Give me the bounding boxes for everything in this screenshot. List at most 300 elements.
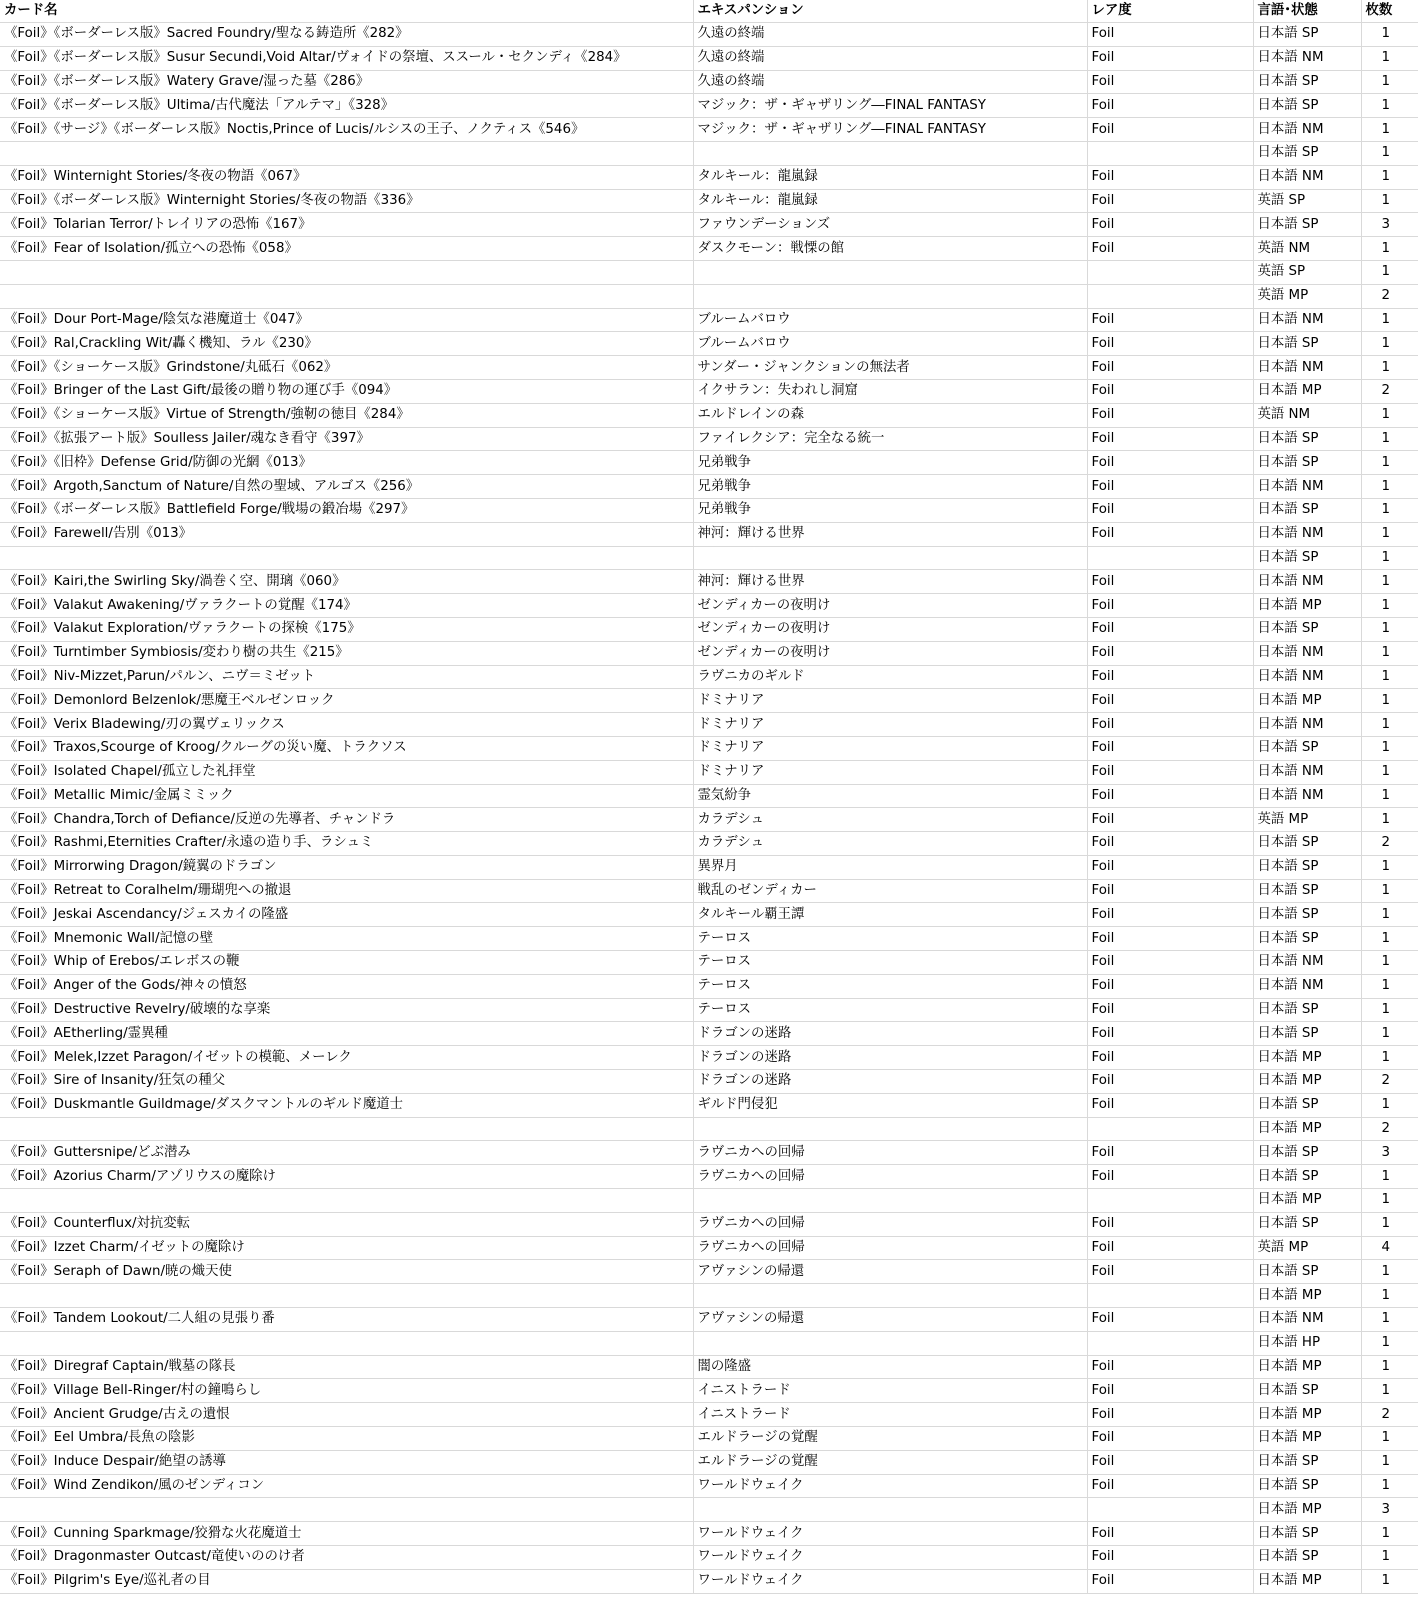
cell-expansion[interactable]: ワールドウェイク <box>693 1569 1087 1593</box>
cell-rarity[interactable]: Foil <box>1087 23 1253 47</box>
cell-expansion[interactable]: 兄弟戦争 <box>693 451 1087 475</box>
cell-quantity[interactable]: 1 <box>1361 1284 1418 1308</box>
cell-card-name[interactable]: 《Foil》Guttersnipe/どぶ潜み <box>0 1141 693 1165</box>
cell-quantity[interactable]: 3 <box>1361 1141 1418 1165</box>
cell-expansion[interactable]: ゼンディカーの夜明け <box>693 594 1087 618</box>
cell-language-condition[interactable]: 日本語 SP <box>1253 617 1361 641</box>
cell-language-condition[interactable]: 日本語 NM <box>1253 760 1361 784</box>
cell-expansion[interactable]: タルキール：龍嵐録 <box>693 189 1087 213</box>
cell-rarity[interactable]: Foil <box>1087 1260 1253 1284</box>
cell-language-condition[interactable]: 日本語 SP <box>1253 1165 1361 1189</box>
cell-quantity[interactable]: 1 <box>1361 23 1418 47</box>
cell-quantity[interactable]: 1 <box>1361 570 1418 594</box>
cell-card-name[interactable]: 《Foil》Turntimber Symbiosis/変わり樹の共生《215》 <box>0 641 693 665</box>
cell-rarity[interactable] <box>1087 546 1253 570</box>
cell-language-condition[interactable]: 日本語 SP <box>1253 23 1361 47</box>
cell-quantity[interactable]: 1 <box>1361 1450 1418 1474</box>
cell-quantity[interactable]: 1 <box>1361 165 1418 189</box>
cell-rarity[interactable] <box>1087 284 1253 308</box>
cell-card-name[interactable]: 《Foil》Chandra,Torch of Defiance/反逆の先導者、チャンドラ <box>0 808 693 832</box>
cell-card-name[interactable]: 《Foil》Retreat to Coralhelm/珊瑚兜への撤退 <box>0 879 693 903</box>
cell-expansion[interactable]: ラヴニカへの回帰 <box>693 1141 1087 1165</box>
cell-expansion[interactable] <box>693 1331 1087 1355</box>
cell-quantity[interactable]: 1 <box>1361 498 1418 522</box>
header-quantity[interactable]: 枚数 <box>1361 0 1418 23</box>
cell-card-name[interactable]: 《Foil》Isolated Chapel/孤立した礼拝堂 <box>0 760 693 784</box>
cell-rarity[interactable] <box>1087 1331 1253 1355</box>
cell-language-condition[interactable]: 日本語 SP <box>1253 855 1361 879</box>
cell-card-name[interactable]: 《Foil》Anger of the Gods/神々の憤怒 <box>0 974 693 998</box>
header-card-name[interactable]: カード名 <box>0 0 693 23</box>
cell-quantity[interactable]: 1 <box>1361 641 1418 665</box>
cell-quantity[interactable]: 3 <box>1361 213 1418 237</box>
cell-expansion[interactable]: ドミナリア <box>693 713 1087 737</box>
cell-quantity[interactable]: 1 <box>1361 951 1418 975</box>
cell-expansion[interactable]: ラヴニカへの回帰 <box>693 1236 1087 1260</box>
cell-quantity[interactable]: 1 <box>1361 427 1418 451</box>
cell-language-condition[interactable]: 日本語 MP <box>1253 1284 1361 1308</box>
cell-quantity[interactable]: 2 <box>1361 1403 1418 1427</box>
cell-rarity[interactable]: Foil <box>1087 213 1253 237</box>
cell-card-name[interactable]: 《Foil》Whip of Erebos/エレボスの鞭 <box>0 951 693 975</box>
cell-quantity[interactable]: 1 <box>1361 356 1418 380</box>
cell-card-name[interactable]: 《Foil》Jeskai Ascendancy/ジェスカイの隆盛 <box>0 903 693 927</box>
cell-expansion[interactable]: タルキール：龍嵐録 <box>693 165 1087 189</box>
cell-card-name[interactable] <box>0 1498 693 1522</box>
cell-card-name[interactable]: 《Foil》Ral,Crackling Wit/轟く機知、ラル《230》 <box>0 332 693 356</box>
cell-card-name[interactable]: 《Foil》Valakut Awakening/ヴァラクートの覚醒《174》 <box>0 594 693 618</box>
cell-expansion[interactable]: 神河：輝ける世界 <box>693 522 1087 546</box>
cell-card-name[interactable]: 《Foil》Seraph of Dawn/暁の熾天使 <box>0 1260 693 1284</box>
cell-language-condition[interactable]: 日本語 SP <box>1253 546 1361 570</box>
cell-language-condition[interactable]: 日本語 NM <box>1253 1308 1361 1332</box>
cell-expansion[interactable]: ドラゴンの迷路 <box>693 1046 1087 1070</box>
cell-language-condition[interactable]: 日本語 SP <box>1253 451 1361 475</box>
cell-quantity[interactable]: 1 <box>1361 189 1418 213</box>
cell-card-name[interactable]: 《Foil》Bringer of the Last Gift/最後の贈り物の運び手《094》 <box>0 379 693 403</box>
cell-language-condition[interactable]: 日本語 SP <box>1253 1093 1361 1117</box>
cell-quantity[interactable]: 2 <box>1361 284 1418 308</box>
cell-language-condition[interactable]: 日本語 SP <box>1253 70 1361 94</box>
cell-rarity[interactable]: Foil <box>1087 1450 1253 1474</box>
cell-rarity[interactable]: Foil <box>1087 689 1253 713</box>
cell-quantity[interactable]: 1 <box>1361 998 1418 1022</box>
cell-quantity[interactable]: 1 <box>1361 927 1418 951</box>
cell-quantity[interactable]: 1 <box>1361 237 1418 261</box>
cell-card-name[interactable] <box>0 1117 693 1141</box>
cell-expansion[interactable]: テーロス <box>693 974 1087 998</box>
cell-card-name[interactable]: 《Foil》Counterflux/対抗変転 <box>0 1212 693 1236</box>
cell-rarity[interactable]: Foil <box>1087 879 1253 903</box>
cell-quantity[interactable]: 1 <box>1361 141 1418 165</box>
cell-rarity[interactable]: Foil <box>1087 1308 1253 1332</box>
cell-expansion[interactable]: ゼンディカーの夜明け <box>693 641 1087 665</box>
cell-language-condition[interactable]: 日本語 SP <box>1253 1022 1361 1046</box>
cell-rarity[interactable]: Foil <box>1087 356 1253 380</box>
cell-rarity[interactable]: Foil <box>1087 332 1253 356</box>
cell-card-name[interactable] <box>0 260 693 284</box>
cell-rarity[interactable]: Foil <box>1087 736 1253 760</box>
cell-rarity[interactable]: Foil <box>1087 617 1253 641</box>
cell-expansion[interactable]: ブルームバロウ <box>693 308 1087 332</box>
cell-card-name[interactable]: 《Foil》Niv-Mizzet,Parun/パルン、ニヴ＝ミゼット <box>0 665 693 689</box>
cell-quantity[interactable]: 1 <box>1361 70 1418 94</box>
cell-language-condition[interactable]: 日本語 SP <box>1253 141 1361 165</box>
cell-rarity[interactable]: Foil <box>1087 903 1253 927</box>
cell-quantity[interactable]: 1 <box>1361 1046 1418 1070</box>
cell-rarity[interactable]: Foil <box>1087 403 1253 427</box>
cell-language-condition[interactable]: 日本語 MP <box>1253 379 1361 403</box>
cell-quantity[interactable]: 1 <box>1361 522 1418 546</box>
cell-card-name[interactable]: 《Foil》Fear of Isolation/孤立への恐怖《058》 <box>0 237 693 261</box>
cell-card-name[interactable]: 《Foil》Diregraf Captain/戦墓の隊長 <box>0 1355 693 1379</box>
cell-expansion[interactable]: ドミナリア <box>693 736 1087 760</box>
cell-expansion[interactable]: サンダー・ジャンクションの無法者 <box>693 356 1087 380</box>
cell-expansion[interactable]: 兄弟戦争 <box>693 498 1087 522</box>
cell-expansion[interactable]: ラヴニカへの回帰 <box>693 1165 1087 1189</box>
cell-quantity[interactable]: 1 <box>1361 1165 1418 1189</box>
cell-expansion[interactable]: 霊気紛争 <box>693 784 1087 808</box>
cell-quantity[interactable]: 1 <box>1361 1093 1418 1117</box>
cell-quantity[interactable]: 2 <box>1361 832 1418 856</box>
cell-language-condition[interactable]: 日本語 SP <box>1253 998 1361 1022</box>
cell-rarity[interactable]: Foil <box>1087 1403 1253 1427</box>
cell-expansion[interactable]: 久遠の終端 <box>693 23 1087 47</box>
cell-language-condition[interactable]: 日本語 SP <box>1253 94 1361 118</box>
cell-language-condition[interactable]: 日本語 SP <box>1253 1522 1361 1546</box>
cell-expansion[interactable]: 戦乱のゼンディカー <box>693 879 1087 903</box>
cell-card-name[interactable] <box>0 546 693 570</box>
cell-rarity[interactable]: Foil <box>1087 308 1253 332</box>
cell-card-name[interactable]: 《Foil》Sire of Insanity/狂気の種父 <box>0 1070 693 1094</box>
cell-quantity[interactable]: 1 <box>1361 308 1418 332</box>
cell-rarity[interactable]: Foil <box>1087 1546 1253 1570</box>
cell-card-name[interactable]: 《Foil》AEtherling/霊異種 <box>0 1022 693 1046</box>
cell-language-condition[interactable]: 日本語 NM <box>1253 570 1361 594</box>
cell-rarity[interactable]: Foil <box>1087 237 1253 261</box>
cell-card-name[interactable]: 《Foil》《ボーダーレス版》Watery Grave/湿った墓《286》 <box>0 70 693 94</box>
cell-language-condition[interactable]: 日本語 SP <box>1253 427 1361 451</box>
cell-language-condition[interactable]: 日本語 NM <box>1253 46 1361 70</box>
cell-expansion[interactable]: アヴァシンの帰還 <box>693 1308 1087 1332</box>
cell-rarity[interactable]: Foil <box>1087 498 1253 522</box>
cell-expansion[interactable] <box>693 1189 1087 1213</box>
cell-card-name[interactable]: 《Foil》Cunning Sparkmage/狡猾な火花魔道士 <box>0 1522 693 1546</box>
cell-card-name[interactable]: 《Foil》《サージ》《ボーダーレス版》Noctis,Prince of Lucis/ルシスの王子、ノクティス《546》 <box>0 118 693 142</box>
cell-rarity[interactable]: Foil <box>1087 451 1253 475</box>
cell-rarity[interactable]: Foil <box>1087 1141 1253 1165</box>
cell-quantity[interactable]: 1 <box>1361 46 1418 70</box>
cell-quantity[interactable]: 1 <box>1361 1331 1418 1355</box>
cell-card-name[interactable] <box>0 1189 693 1213</box>
cell-quantity[interactable]: 1 <box>1361 475 1418 499</box>
cell-card-name[interactable] <box>0 141 693 165</box>
cell-language-condition[interactable]: 日本語 MP <box>1253 689 1361 713</box>
cell-rarity[interactable]: Foil <box>1087 808 1253 832</box>
cell-rarity[interactable]: Foil <box>1087 665 1253 689</box>
cell-language-condition[interactable]: 日本語 NM <box>1253 665 1361 689</box>
cell-card-name[interactable]: 《Foil》Argoth,Sanctum of Nature/自然の聖域、アルゴス《256》 <box>0 475 693 499</box>
cell-expansion[interactable]: ラヴニカへの回帰 <box>693 1212 1087 1236</box>
cell-quantity[interactable]: 1 <box>1361 1379 1418 1403</box>
cell-card-name[interactable]: 《Foil》《ボーダーレス版》Susur Secundi,Void Altar/ヴォイドの祭壇、ススール・セクンディ《284》 <box>0 46 693 70</box>
cell-language-condition[interactable]: 日本語 SP <box>1253 1260 1361 1284</box>
cell-quantity[interactable]: 1 <box>1361 1260 1418 1284</box>
cell-card-name[interactable]: 《Foil》《ボーダーレス版》Battlefield Forge/戦場の鍛冶場《297》 <box>0 498 693 522</box>
cell-rarity[interactable]: Foil <box>1087 951 1253 975</box>
cell-language-condition[interactable]: 日本語 MP <box>1253 1427 1361 1451</box>
cell-rarity[interactable]: Foil <box>1087 1093 1253 1117</box>
cell-expansion[interactable] <box>693 260 1087 284</box>
cell-quantity[interactable]: 1 <box>1361 808 1418 832</box>
cell-rarity[interactable]: Foil <box>1087 1165 1253 1189</box>
cell-language-condition[interactable]: 日本語 NM <box>1253 784 1361 808</box>
cell-language-condition[interactable]: 日本語 NM <box>1253 308 1361 332</box>
cell-card-name[interactable]: 《Foil》Tolarian Terror/トレイリアの恐怖《167》 <box>0 213 693 237</box>
cell-expansion[interactable]: エルドラージの覚醒 <box>693 1427 1087 1451</box>
cell-quantity[interactable]: 1 <box>1361 1427 1418 1451</box>
cell-expansion[interactable] <box>693 546 1087 570</box>
cell-rarity[interactable]: Foil <box>1087 998 1253 1022</box>
cell-language-condition[interactable]: 日本語 MP <box>1253 1189 1361 1213</box>
cell-quantity[interactable]: 1 <box>1361 1212 1418 1236</box>
cell-rarity[interactable]: Foil <box>1087 189 1253 213</box>
cell-quantity[interactable]: 1 <box>1361 546 1418 570</box>
cell-language-condition[interactable]: 日本語 MP <box>1253 1403 1361 1427</box>
cell-language-condition[interactable]: 日本語 HP <box>1253 1331 1361 1355</box>
cell-expansion[interactable]: イニストラード <box>693 1403 1087 1427</box>
cell-language-condition[interactable]: 日本語 MP <box>1253 1569 1361 1593</box>
cell-card-name[interactable]: 《Foil》Izzet Charm/イゼットの魔除け <box>0 1236 693 1260</box>
cell-quantity[interactable]: 1 <box>1361 1022 1418 1046</box>
cell-rarity[interactable]: Foil <box>1087 832 1253 856</box>
cell-quantity[interactable]: 1 <box>1361 118 1418 142</box>
cell-card-name[interactable]: 《Foil》Verix Bladewing/刃の翼ヴェリックス <box>0 713 693 737</box>
cell-language-condition[interactable]: 日本語 MP <box>1253 1070 1361 1094</box>
cell-expansion[interactable]: マジック：ザ・ギャザリング―FINAL FANTASY <box>693 118 1087 142</box>
cell-rarity[interactable]: Foil <box>1087 427 1253 451</box>
cell-card-name[interactable]: 《Foil》Mnemonic Wall/記憶の壁 <box>0 927 693 951</box>
cell-expansion[interactable] <box>693 141 1087 165</box>
cell-rarity[interactable]: Foil <box>1087 165 1253 189</box>
cell-rarity[interactable] <box>1087 260 1253 284</box>
cell-card-name[interactable]: 《Foil》Azorius Charm/アゾリウスの魔除け <box>0 1165 693 1189</box>
cell-card-name[interactable]: 《Foil》Wind Zendikon/風のゼンディコン <box>0 1474 693 1498</box>
cell-rarity[interactable]: Foil <box>1087 1522 1253 1546</box>
cell-language-condition[interactable]: 英語 MP <box>1253 808 1361 832</box>
cell-card-name[interactable]: 《Foil》Destructive Revelry/破壊的な享楽 <box>0 998 693 1022</box>
cell-quantity[interactable]: 3 <box>1361 1498 1418 1522</box>
cell-rarity[interactable]: Foil <box>1087 594 1253 618</box>
cell-rarity[interactable]: Foil <box>1087 1236 1253 1260</box>
cell-language-condition[interactable]: 日本語 SP <box>1253 879 1361 903</box>
cell-language-condition[interactable]: 日本語 NM <box>1253 356 1361 380</box>
cell-language-condition[interactable]: 日本語 MP <box>1253 1117 1361 1141</box>
cell-rarity[interactable]: Foil <box>1087 1355 1253 1379</box>
cell-rarity[interactable] <box>1087 141 1253 165</box>
cell-quantity[interactable]: 1 <box>1361 784 1418 808</box>
cell-rarity[interactable]: Foil <box>1087 927 1253 951</box>
cell-language-condition[interactable]: 英語 NM <box>1253 237 1361 261</box>
cell-expansion[interactable]: ドミナリア <box>693 760 1087 784</box>
cell-card-name[interactable] <box>0 284 693 308</box>
cell-quantity[interactable]: 1 <box>1361 403 1418 427</box>
cell-expansion[interactable]: エルドラージの覚醒 <box>693 1450 1087 1474</box>
cell-card-name[interactable]: 《Foil》《ショーケース版》Grindstone/丸砥石《062》 <box>0 356 693 380</box>
cell-language-condition[interactable]: 日本語 MP <box>1253 594 1361 618</box>
cell-language-condition[interactable]: 日本語 SP <box>1253 213 1361 237</box>
cell-language-condition[interactable]: 日本語 SP <box>1253 927 1361 951</box>
cell-card-name[interactable]: 《Foil》Village Bell-Ringer/村の鐘鳴らし <box>0 1379 693 1403</box>
cell-quantity[interactable]: 1 <box>1361 689 1418 713</box>
cell-rarity[interactable]: Foil <box>1087 641 1253 665</box>
cell-quantity[interactable]: 1 <box>1361 594 1418 618</box>
cell-quantity[interactable]: 1 <box>1361 903 1418 927</box>
cell-expansion[interactable]: アヴァシンの帰還 <box>693 1260 1087 1284</box>
cell-expansion[interactable]: ファウンデーションズ <box>693 213 1087 237</box>
cell-language-condition[interactable]: 日本語 NM <box>1253 165 1361 189</box>
cell-expansion[interactable]: 兄弟戦争 <box>693 475 1087 499</box>
cell-card-name[interactable]: 《Foil》《ボーダーレス版》Sacred Foundry/聖なる鋳造所《282》 <box>0 23 693 47</box>
cell-rarity[interactable]: Foil <box>1087 784 1253 808</box>
cell-quantity[interactable]: 1 <box>1361 1474 1418 1498</box>
cell-language-condition[interactable]: 英語 SP <box>1253 189 1361 213</box>
cell-rarity[interactable] <box>1087 1284 1253 1308</box>
cell-language-condition[interactable]: 日本語 SP <box>1253 1450 1361 1474</box>
cell-card-name[interactable]: 《Foil》Melek,Izzet Paragon/イゼットの模範、メーレク <box>0 1046 693 1070</box>
cell-language-condition[interactable]: 日本語 SP <box>1253 1546 1361 1570</box>
cell-rarity[interactable]: Foil <box>1087 1070 1253 1094</box>
cell-expansion[interactable]: マジック：ザ・ギャザリング―FINAL FANTASY <box>693 94 1087 118</box>
cell-quantity[interactable]: 2 <box>1361 1117 1418 1141</box>
cell-card-name[interactable]: 《Foil》Duskmantle Guildmage/ダスクマントルのギルド魔道士 <box>0 1093 693 1117</box>
cell-quantity[interactable]: 1 <box>1361 1546 1418 1570</box>
cell-language-condition[interactable]: 日本語 NM <box>1253 974 1361 998</box>
cell-expansion[interactable]: テーロス <box>693 927 1087 951</box>
cell-rarity[interactable]: Foil <box>1087 379 1253 403</box>
cell-language-condition[interactable]: 日本語 NM <box>1253 951 1361 975</box>
cell-expansion[interactable]: ファイレクシア：完全なる統一 <box>693 427 1087 451</box>
cell-card-name[interactable]: 《Foil》《ショーケース版》Virtue of Strength/強靭の徳目《284》 <box>0 403 693 427</box>
cell-expansion[interactable]: ドラゴンの迷路 <box>693 1022 1087 1046</box>
cell-language-condition[interactable]: 日本語 SP <box>1253 1474 1361 1498</box>
cell-rarity[interactable]: Foil <box>1087 1212 1253 1236</box>
cell-rarity[interactable] <box>1087 1117 1253 1141</box>
cell-quantity[interactable]: 1 <box>1361 879 1418 903</box>
cell-rarity[interactable]: Foil <box>1087 760 1253 784</box>
cell-expansion[interactable]: 神河：輝ける世界 <box>693 570 1087 594</box>
cell-card-name[interactable]: 《Foil》《旧枠》Defense Grid/防御の光網《013》 <box>0 451 693 475</box>
cell-card-name[interactable]: 《Foil》Pilgrim's Eye/巡礼者の目 <box>0 1569 693 1593</box>
cell-quantity[interactable]: 1 <box>1361 260 1418 284</box>
cell-language-condition[interactable]: 日本語 MP <box>1253 1046 1361 1070</box>
cell-card-name[interactable]: 《Foil》Valakut Exploration/ヴァラクートの探検《175》 <box>0 617 693 641</box>
cell-rarity[interactable]: Foil <box>1087 94 1253 118</box>
cell-card-name[interactable]: 《Foil》Eel Umbra/長魚の陰影 <box>0 1427 693 1451</box>
cell-rarity[interactable]: Foil <box>1087 570 1253 594</box>
header-expansion[interactable]: エキスパンション <box>693 0 1087 23</box>
cell-expansion[interactable]: ワールドウェイク <box>693 1546 1087 1570</box>
cell-expansion[interactable]: 闇の隆盛 <box>693 1355 1087 1379</box>
cell-quantity[interactable]: 1 <box>1361 855 1418 879</box>
cell-language-condition[interactable]: 日本語 SP <box>1253 1379 1361 1403</box>
cell-language-condition[interactable]: 日本語 SP <box>1253 1141 1361 1165</box>
cell-expansion[interactable]: ダスクモーン：戦慄の館 <box>693 237 1087 261</box>
cell-card-name[interactable] <box>0 1331 693 1355</box>
cell-expansion[interactable]: ブルームバロウ <box>693 332 1087 356</box>
cell-expansion[interactable] <box>693 1284 1087 1308</box>
cell-expansion[interactable]: カラデシュ <box>693 808 1087 832</box>
cell-rarity[interactable] <box>1087 1189 1253 1213</box>
cell-expansion[interactable]: カラデシュ <box>693 832 1087 856</box>
cell-card-name[interactable]: 《Foil》Winternight Stories/冬夜の物語《067》 <box>0 165 693 189</box>
cell-rarity[interactable]: Foil <box>1087 1427 1253 1451</box>
cell-quantity[interactable]: 1 <box>1361 451 1418 475</box>
cell-expansion[interactable] <box>693 284 1087 308</box>
cell-expansion[interactable]: イニストラード <box>693 1379 1087 1403</box>
cell-rarity[interactable]: Foil <box>1087 855 1253 879</box>
cell-expansion[interactable]: ドラゴンの迷路 <box>693 1070 1087 1094</box>
cell-language-condition[interactable]: 英語 MP <box>1253 284 1361 308</box>
cell-card-name[interactable]: 《Foil》Kairi,the Swirling Sky/渦巻く空、開璃《060》 <box>0 570 693 594</box>
cell-card-name[interactable]: 《Foil》《ボーダーレス版》Ultima/古代魔法「アルテマ」《328》 <box>0 94 693 118</box>
cell-language-condition[interactable]: 日本語 SP <box>1253 736 1361 760</box>
cell-card-name[interactable]: 《Foil》Rashmi,Eternities Crafter/永遠の造り手、ラシュミ <box>0 832 693 856</box>
cell-language-condition[interactable]: 日本語 MP <box>1253 1355 1361 1379</box>
cell-language-condition[interactable]: 英語 NM <box>1253 403 1361 427</box>
cell-quantity[interactable]: 1 <box>1361 617 1418 641</box>
cell-rarity[interactable]: Foil <box>1087 1046 1253 1070</box>
cell-card-name[interactable]: 《Foil》Dour Port-Mage/陰気な港魔道士《047》 <box>0 308 693 332</box>
cell-quantity[interactable]: 2 <box>1361 1070 1418 1094</box>
cell-rarity[interactable]: Foil <box>1087 475 1253 499</box>
cell-card-name[interactable]: 《Foil》《ボーダーレス版》Winternight Stories/冬夜の物語《336》 <box>0 189 693 213</box>
cell-quantity[interactable]: 1 <box>1361 713 1418 737</box>
cell-language-condition[interactable]: 日本語 NM <box>1253 475 1361 499</box>
cell-card-name[interactable]: 《Foil》Metallic Mimic/金属ミミック <box>0 784 693 808</box>
cell-quantity[interactable]: 1 <box>1361 1569 1418 1593</box>
cell-card-name[interactable]: 《Foil》Traxos,Scourge of Kroog/クルーグの災い魔、トラクソス <box>0 736 693 760</box>
cell-language-condition[interactable]: 日本語 SP <box>1253 1212 1361 1236</box>
cell-language-condition[interactable]: 日本語 NM <box>1253 118 1361 142</box>
cell-expansion[interactable]: テーロス <box>693 998 1087 1022</box>
cell-rarity[interactable] <box>1087 1498 1253 1522</box>
cell-language-condition[interactable]: 日本語 SP <box>1253 332 1361 356</box>
cell-quantity[interactable]: 2 <box>1361 379 1418 403</box>
cell-language-condition[interactable]: 英語 MP <box>1253 1236 1361 1260</box>
cell-rarity[interactable]: Foil <box>1087 1022 1253 1046</box>
cell-quantity[interactable]: 1 <box>1361 1355 1418 1379</box>
cell-expansion[interactable] <box>693 1117 1087 1141</box>
cell-card-name[interactable] <box>0 1284 693 1308</box>
cell-card-name[interactable]: 《Foil》Demonlord Belzenlok/悪魔王ベルゼンロック <box>0 689 693 713</box>
cell-card-name[interactable]: 《Foil》Farewell/告別《013》 <box>0 522 693 546</box>
cell-language-condition[interactable]: 英語 SP <box>1253 260 1361 284</box>
cell-rarity[interactable]: Foil <box>1087 522 1253 546</box>
cell-language-condition[interactable]: 日本語 MP <box>1253 1498 1361 1522</box>
cell-expansion[interactable]: ゼンディカーの夜明け <box>693 617 1087 641</box>
header-language-condition[interactable]: 言語･状態 <box>1253 0 1361 23</box>
cell-expansion[interactable]: 異界月 <box>693 855 1087 879</box>
cell-quantity[interactable]: 1 <box>1361 1308 1418 1332</box>
cell-quantity[interactable]: 4 <box>1361 1236 1418 1260</box>
cell-rarity[interactable]: Foil <box>1087 118 1253 142</box>
cell-language-condition[interactable]: 日本語 SP <box>1253 498 1361 522</box>
cell-expansion[interactable]: ラヴニカのギルド <box>693 665 1087 689</box>
cell-language-condition[interactable]: 日本語 NM <box>1253 522 1361 546</box>
cell-expansion[interactable]: エルドレインの森 <box>693 403 1087 427</box>
cell-expansion[interactable]: ギルド門侵犯 <box>693 1093 1087 1117</box>
